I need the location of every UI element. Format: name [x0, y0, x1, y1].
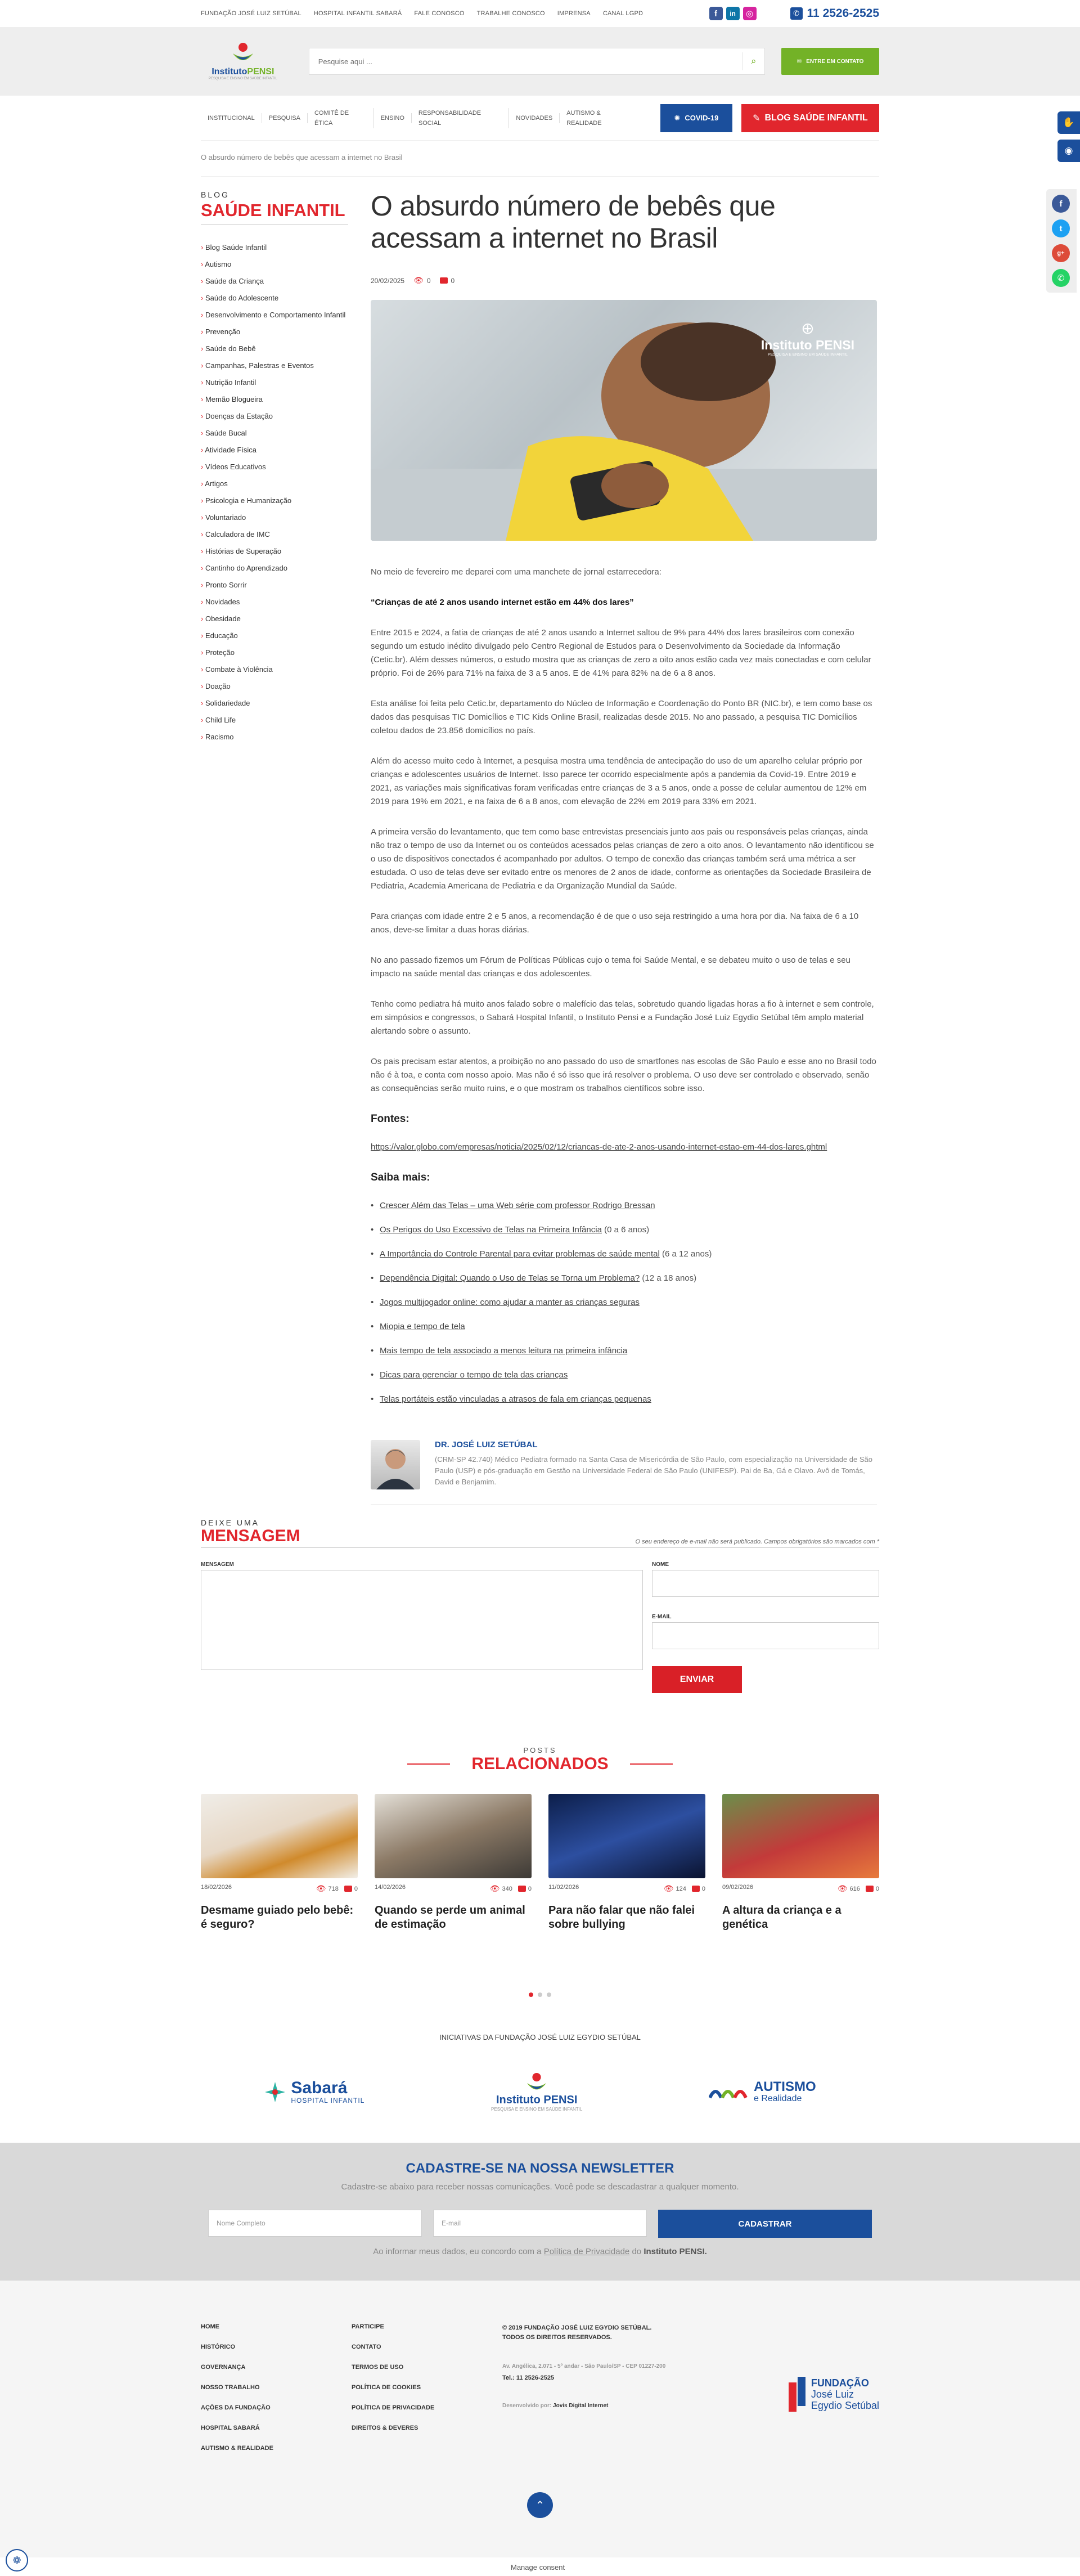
watermark-logo-icon: ⊕: [801, 320, 814, 337]
comment-icon: [692, 1886, 700, 1892]
saiba-mais-link[interactable]: Jogos multijogador online: como ajudar a manter as crianças seguras: [380, 1298, 640, 1307]
nav-item-responsabilidade[interactable]: RESPONSABILIDADE SOCIAL: [412, 108, 510, 128]
related-post-date: 14/02/2026: [375, 1884, 406, 1891]
sidebar: [201, 190, 348, 1505]
sidebar-title: SAÚDE INFANTIL: [201, 200, 345, 220]
sidebar-category-item[interactable]: › Autismo: [201, 259, 348, 269]
footer-link[interactable]: NOSSO TRABALHO: [201, 2384, 260, 2391]
main-nav: [201, 96, 879, 141]
sidebar-category-item[interactable]: › Obesidade: [201, 614, 348, 623]
related-post-card[interactable]: [201, 1794, 358, 1932]
sources-heading: Fontes:: [371, 1113, 410, 1125]
saiba-mais-heading: Saiba mais:: [371, 1172, 430, 1183]
top-link-hospital[interactable]: HOSPITAL INFANTIL SABARÁ: [313, 10, 402, 17]
newsletter-submit-button[interactable]: CADASTRAR: [658, 2210, 872, 2238]
saiba-mais-item: • A Importância do Controle Parental para evitar problemas de saúde mental (6 a 12 anos): [371, 1247, 877, 1261]
nav-item-institucional[interactable]: INSTITUCIONAL: [201, 113, 262, 123]
carousel-dot[interactable]: [538, 1992, 542, 1997]
author-name[interactable]: DR. JOSÉ LUIZ SETÚBAL: [435, 1440, 538, 1449]
sidebar-category-item[interactable]: › Cantinho do Aprendizado: [201, 563, 348, 573]
pensi-logo-icon: [231, 42, 255, 65]
covid-button[interactable]: ✺ COVID-19: [660, 104, 732, 132]
sign-language-icon[interactable]: ✋: [1058, 111, 1080, 134]
sidebar-category-item[interactable]: › Child Life: [201, 715, 348, 725]
nav-item-autismo[interactable]: AUTISMO & REALIDADE: [566, 109, 602, 127]
related-post-card[interactable]: [722, 1794, 879, 1932]
saiba-mais-link[interactable]: Telas portáteis estão vinculadas a atrasos de fala em crianças pequenas: [380, 1394, 651, 1404]
nav-item-ensino[interactable]: ENSINO: [374, 113, 412, 123]
related-post-image[interactable]: [548, 1794, 705, 1878]
sidebar-category-item[interactable]: › Pronto Sorrir: [201, 580, 348, 590]
name-field[interactable]: [652, 1570, 879, 1597]
autismo-logo[interactable]: AUTISMO e Realidade: [709, 2080, 816, 2104]
related-post-card[interactable]: [548, 1794, 705, 1932]
footer-column-2: [352, 2323, 502, 2465]
phone-icon: ✆: [790, 7, 803, 20]
category-list: [201, 243, 348, 742]
saiba-mais-item: [371, 1320, 877, 1334]
hero-watermark: ⊕ Instituto PENSI PESQUISA E ENSINO EM SAÚDE INFANTIL: [760, 320, 854, 357]
top-links: [201, 10, 643, 17]
fundacao-logo[interactable]: FUNDAÇÃO José Luiz Egydio Setúbal: [789, 2323, 879, 2465]
footer-phone: Tel.: 11 2526-2525: [502, 2375, 555, 2381]
sidebar-category-item[interactable]: › Voluntariado: [201, 513, 348, 522]
initiatives-logos: [201, 2064, 879, 2120]
footer-link[interactable]: HISTÓRICO: [201, 2344, 236, 2350]
eye-icon: 👁: [663, 1884, 674, 1893]
sidebar-category-item[interactable]: › Vídeos Educativos: [201, 462, 348, 472]
related-post-image[interactable]: [375, 1794, 532, 1878]
accessibility-eye-icon[interactable]: ◉: [1058, 140, 1080, 162]
saiba-mais-link[interactable]: Os Perigos do Uso Excessivo de Telas na Primeira Infância: [380, 1225, 602, 1235]
send-button[interactable]: ENVIAR: [652, 1666, 742, 1693]
saiba-mais-item: [371, 1368, 877, 1382]
footer-link[interactable]: DIREITOS & DEVERES: [352, 2425, 418, 2431]
blog-icon: ✎: [753, 113, 760, 123]
footer-column-1: [201, 2323, 352, 2465]
related-post-meta: 18/02/2026 👁 718 0: [201, 1884, 358, 1893]
footer: [0, 2281, 1080, 2557]
sidebar-category-item[interactable]: › Campanhas, Palestras e Eventos: [201, 361, 348, 370]
newsletter-email-input[interactable]: E-mail: [433, 2210, 647, 2237]
saiba-mais-item: [371, 1344, 877, 1358]
article-meta: [371, 276, 877, 285]
eye-icon: 👁: [489, 1884, 500, 1893]
related-title: RELACIONADOS: [201, 1754, 879, 1774]
share-googleplus-icon[interactable]: g+: [1052, 244, 1070, 262]
related-post-date: 11/02/2026: [548, 1884, 579, 1891]
footer-link[interactable]: AÇÕES DA FUNDAÇÃO: [201, 2404, 271, 2411]
sidebar-category-item[interactable]: › Novidades: [201, 597, 348, 607]
sidebar-category-item[interactable]: › Calculadora de IMC: [201, 529, 348, 539]
search-icon[interactable]: ⌕: [742, 52, 764, 70]
facebook-icon[interactable]: f: [709, 7, 723, 20]
chevron-up-icon: ⌃: [535, 2499, 545, 2512]
blog-button[interactable]: ✎ BLOG SAÚDE INFANTIL: [741, 104, 879, 132]
search-input[interactable]: [309, 57, 742, 66]
share-facebook-icon[interactable]: f: [1052, 195, 1070, 213]
related-post-image[interactable]: [722, 1794, 879, 1878]
email-field[interactable]: [652, 1622, 879, 1649]
sidebar-category-item[interactable]: › Atividade Física: [201, 445, 348, 455]
sidebar-category-item[interactable]: › Prevenção: [201, 327, 348, 336]
footer-link[interactable]: HOSPITAL SABARÁ: [201, 2425, 260, 2431]
related-post-meta: 14/02/2026 👁 340 0: [375, 1884, 532, 1893]
related-post-image[interactable]: [201, 1794, 358, 1878]
nav-item-novidades[interactable]: NOVIDADES: [509, 113, 560, 123]
manage-consent-bar: [0, 2557, 1080, 2576]
social-links-top: [709, 7, 757, 20]
related-post-date: 09/02/2026: [722, 1884, 754, 1891]
sidebar-category-item[interactable]: › Histórias de Superação: [201, 546, 348, 556]
hero-image: [371, 300, 877, 541]
article-date: 20/02/2025: [371, 276, 405, 285]
top-link-fundacao[interactable]: FUNDAÇÃO JOSÉ LUIZ SETÚBAL: [201, 10, 302, 17]
pensi-logo-icon: [524, 2072, 549, 2094]
saiba-mais-item: [371, 1296, 877, 1309]
footer-link[interactable]: POLÍTICA DE COOKIES: [352, 2384, 421, 2391]
sidebar-category-item[interactable]: › Doação: [201, 681, 348, 691]
related-posts: [201, 1794, 879, 1932]
comment-icon: [518, 1886, 526, 1892]
sidebar-category-item[interactable]: › Racismo: [201, 732, 348, 742]
footer-link[interactable]: HOME: [201, 2323, 219, 2330]
eye-icon: 👁: [413, 276, 424, 285]
virus-icon: ✺: [674, 113, 681, 122]
saiba-mais-link[interactable]: Dicas para gerenciar o tempo de tela das crianças: [380, 1370, 568, 1380]
view-count: 0: [426, 276, 431, 285]
related-post-title[interactable]: Quando se perde um animal de estimação: [375, 1904, 525, 1931]
accessibility-tools: [1058, 111, 1080, 168]
sidebar-category-item[interactable]: › Saúde da Criança: [201, 276, 348, 286]
sidebar-category-item[interactable]: › Psicologia e Humanização: [201, 496, 348, 505]
article-body: No meio de fevereiro me deparei com uma manchete de jornal estarrecedora: “Crianças de até 2 anos usando internet estão em 44% dos lares” Entre 2015 e 2024, a fatia de crianças de até 2 anos usando a Internet saltou de 9% para 44% dos lares brasileiros com conexão segundo um estudo inédito divulgado pelo Centro Regional de Estudos para o Desenvolvimento da Sociedade da Informação (Cetic.br). Além desses números, o estudo mostra que as crianças de zero a oito anos estão cada vez mais conectadas e com celular próprio. Foi de 26% para 71% na faixa de 3 a 5 anos. E de 41% para 82% na de 6 a 8 anos. Esta análise foi feita pelo Cetic.br, departamento do Núcleo de Informação e Coordenação do Ponto BR (NIC.br), e tem como base os dados das pesquisas TIC Domicílios e TIC Kids Online Brasil, realizadas desde 2015. No ano passado, a pesquisa TIC Domicílios coletou dados de 23.856 domicílios no país. Além do acesso muito cedo à Internet, a pesquisa mostra uma tendência de antecipação do uso de um aparelho celular próprio por crianças e adolescentes usuários de Internet. Isso parece ter ocorrido especialmente após a pandemia da Covid-19. Entre 2019 e 2021, as variações mais significativas foram verificadas entre crianças de 3 a 5 anos, onde a posse de celular aumentou de 12% em 2019 para 19% em 2021, e na faixa de 6 a 8 anos, com elevação de 22% em 2019 para 33% em 2021. A primeira versão do levantamento, que tem como base entrevistas presenciais junto aos pais ou responsáveis pelas crianças, ainda não traz o tempo de uso da Internet ou os conteúdos acessados pelas crianças de zero a oito anos. O levantamento não identificou se o uso de dispositivos conectados é acompanhado por adultos. O tempo de conexão das crianças também será uma métrica a ser estudada. O uso de telas deve ser evitado entre os menores de 2 anos de idade, conforme as orientações da Sociedade Brasileira de Pediatria, Academia Americana de Pediatria e da Organização Mundial da Saúde. Para crianças com idade entre 2 e 5 anos, a recomendação é de que o uso seja restringido a uma hora por dia. Na faixa de 6 a 10 anos, deve-se limitar a duas horas diárias. No ano passado fizemos um Fórum de Políticas Públicas cujo o tema foi Saúde Mental, e se debateu muito o uso de telas e seu impacto na saúde mental das crianças e dos adolescentes. Tenho como pediatra há muito anos falado sobre o malefício das telas, sobretudo quando ligadas horas a fio à internet e sem controle, em simpósios e congressos, o Sabará Hospital Infantil, o Instituto Pensi e a Fundação José Luiz Egydio Setúbal têm amplo material alertando sobre o assunto. Os pais precisam estar atentos, a proibição no ano passado do uso de smartfones nas escolas de São Paulo e esse ano no Brasil todo não é à toa, e conta com nosso apoio. Mas não é só isso que irá resolver o problema. O uso deve ser controlado e observado, senão as consequências serão muito ruins, e o que mostram os trabalhos científicos sobre isso. Fontes: https://valor.globo.com/empresas/noticia/2025/02/12/criancas-de-ate-2-anos-usando-internet-estao-em-44-dos-lares.ghtml Saiba mais: • Crescer Além das Telas – uma Web série com professor Rodrigo Bressan • Os Perigos do Uso Excessivo de Telas na Primeira Infância (0 a 6 anos) • A Importância do Controle Parental para evitar problemas de saúde mental (6 a 12 anos) • Dependência Digital: Quando o Uso de Telas se Torna um Problema? (12 a 18 anos) • Jogos multijogador online: como ajudar a manter as crianças seguras • Miopia e tempo de tela • Mais tempo de tela associado a menos leitura na primeira infância • Dicas para gerenciar o tempo de tela das crianças • Telas portáteis estão vinculadas a atrasos de fala em crianças pequenas: [371, 566, 877, 1406]
instagram-icon[interactable]: ◎: [743, 7, 757, 20]
comment-icon: [440, 277, 448, 284]
sidebar-category-item[interactable]: › Blog Saúde Infantil: [201, 243, 348, 252]
saiba-mais-item: • Dependência Digital: Quando o Uso de Telas se Torna um Problema? (12 a 18 anos): [371, 1272, 877, 1285]
sidebar-category-item[interactable]: › Solidariedade: [201, 698, 348, 708]
top-link-imprensa[interactable]: IMPRENSA: [557, 10, 591, 17]
saiba-mais-item: [371, 1199, 877, 1213]
carousel-dots: [201, 1992, 879, 1997]
sidebar-category-item[interactable]: › Doenças da Estação: [201, 411, 348, 421]
related-post-meta: 09/02/2026 👁 616 0: [722, 1884, 879, 1893]
sidebar-category-item[interactable]: › Combate à Violência: [201, 665, 348, 674]
related-post-title[interactable]: Desmame guiado pelo bebê: é seguro?: [201, 1904, 354, 1931]
related-post-title[interactable]: Para não falar que não falei sobre bullying: [548, 1904, 695, 1931]
footer-address: Av. Angélica, 2.071 - 5º andar - São Paulo/SP - CEP 01227-200: [502, 2363, 666, 2369]
sabara-logo[interactable]: Sabará HOSPITAL INFANTIL: [264, 2080, 364, 2104]
sidebar-category-item[interactable]: › Proteção: [201, 648, 348, 657]
manage-consent-button[interactable]: Manage consent: [511, 2563, 565, 2571]
top-bar: [201, 0, 879, 27]
carousel-dot[interactable]: [547, 1992, 551, 1997]
newsletter-note: Ao informar meus dados, eu concordo com a Política de Privacidade do Instituto PENSI.: [373, 2247, 707, 2256]
sidebar-category-item[interactable]: › Saúde do Bebê: [201, 344, 348, 353]
saiba-mais-item: [371, 1393, 877, 1406]
related-post-date: 18/02/2026: [201, 1884, 232, 1891]
back-to-top-button[interactable]: [527, 2492, 553, 2518]
site-logo[interactable]: InstitutoPENSI PESQUISA E ENSINO EM SAÚDE INFANTIL: [201, 42, 285, 80]
saiba-mais-link[interactable]: A Importância do Controle Parental para evitar problemas de saúde mental: [380, 1249, 660, 1259]
related-post-card[interactable]: [375, 1794, 532, 1932]
related-post-meta: 11/02/2026 👁 124 0: [548, 1884, 705, 1893]
comment-note: O seu endereço de e-mail não será publicado. Campos obrigatórios são marcados com *: [635, 1538, 879, 1545]
share-twitter-icon[interactable]: t: [1052, 219, 1070, 237]
comment-count: 0: [451, 276, 455, 285]
footer-link[interactable]: PARTICIPE: [352, 2323, 384, 2330]
message-textarea[interactable]: [201, 1570, 643, 1670]
linkedin-icon[interactable]: in: [726, 7, 740, 20]
footer-info: © 2019 FUNDAÇÃO JOSÉ LUIZ EGYDIO SETÚBAL. TODOS OS DIREITOS RESERVADOS. Av. Angélica, 2.071 - 5º andar - São Paulo/SP - CEP 01227-200 Tel.: 11 2526-2525 Desenvolvido por: Jovis Digital Internet: [502, 2323, 750, 2465]
author-photo-illustration: [371, 1440, 420, 1489]
sidebar-mini-title: BLOG: [201, 190, 230, 199]
share-bar: [1046, 189, 1077, 293]
header: [0, 27, 1080, 96]
sidebar-category-item[interactable]: › Saúde Bucal: [201, 428, 348, 438]
sabara-logo-icon: [264, 2081, 286, 2103]
sidebar-category-item[interactable]: › Memão Blogueira: [201, 394, 348, 404]
sidebar-category-item[interactable]: › Saúde do Adolescente: [201, 293, 348, 303]
sidebar-category-item[interactable]: › Desenvolvimento e Comportamento Infantil: [201, 310, 348, 320]
related-header: POSTS RELACIONADOS: [201, 1746, 879, 1774]
saiba-mais-list: [371, 1199, 877, 1406]
page-title: O absurdo número de bebês que acessam a internet no Brasil: [371, 190, 776, 254]
privacy-policy-link[interactable]: Política de Privacidade: [543, 2247, 630, 2256]
cookie-consent-icon[interactable]: ❁: [6, 2549, 28, 2571]
related-post-title[interactable]: A altura da criança e a genética: [722, 1904, 842, 1931]
comment-header: DEIXE UMA MENSAGEM O seu endereço de e-mail não será publicado. Campos obrigatórios são marcados com *: [201, 1518, 879, 1548]
top-link-lgpd[interactable]: CANAL LGPD: [602, 10, 644, 17]
footer-link[interactable]: GOVERNANÇA: [201, 2364, 246, 2371]
breadcrumb: O absurdo número de bebês que acessam a internet no Brasil: [201, 141, 879, 177]
footer-link[interactable]: POLÍTICA DE PRIVACIDADE: [352, 2404, 435, 2411]
saiba-mais-link[interactable]: Crescer Além das Telas – uma Web série com professor Rodrigo Bressan: [380, 1201, 655, 1210]
top-link-fale-conosco[interactable]: FALE CONOSCO: [414, 10, 465, 17]
autismo-logo-icon: [709, 2081, 748, 2103]
saiba-mais-item: • Os Perigos do Uso Excessivo de Telas na Primeira Infância (0 a 6 anos): [371, 1223, 877, 1237]
footer-link[interactable]: CONTATO: [352, 2344, 381, 2350]
comment-form: MENSAGEM NOME E-MAIL ENVIAR: [201, 1561, 879, 1693]
comment-icon: [344, 1886, 352, 1892]
search-bar: [309, 48, 766, 75]
author-avatar: [371, 1440, 420, 1489]
newsletter-title: CADASTRE-SE NA NOSSA NEWSLETTER: [406, 2161, 674, 2176]
saiba-mais-link[interactable]: Mais tempo de tela associado a menos leitura na primeira infância: [380, 1346, 628, 1356]
newsletter-name-input[interactable]: Nome Completo: [208, 2210, 422, 2237]
author-box: [371, 1440, 877, 1505]
sidebar-category-item[interactable]: › Educação: [201, 631, 348, 640]
footer-developer: Desenvolvido por: Jovis Digital Internet: [502, 2403, 609, 2409]
eye-icon: 👁: [837, 1884, 848, 1893]
sidebar-category-item[interactable]: › Artigos: [201, 479, 348, 488]
comment-icon: [866, 1886, 874, 1892]
sidebar-category-item[interactable]: › Nutrição Infantil: [201, 378, 348, 387]
carousel-dot[interactable]: [529, 1992, 533, 1997]
nav-item-comite[interactable]: COMITÊ DE ÉTICA: [308, 108, 374, 128]
phone-number[interactable]: ✆ 11 2526-2525: [790, 7, 879, 20]
fundacao-logo-icon: [789, 2377, 807, 2412]
initiatives-label: INICIATIVAS DA FUNDAÇÃO JOSÉ LUIZ EGYDIO SETÚBAL: [439, 2033, 641, 2041]
eye-icon: 👁: [316, 1884, 326, 1893]
author-bio: (CRM-SP 42.740) Médico Pediatra formado na Santa Casa de Misericórdia de São Paulo, com especialização na Universidade de São Paulo (USP) e pós-graduação em Gestão na Universidade Federal de São Paulo (UNIFESP). Pai de Ba, Gá e Olavo. Avô de Tomás, David e Benjamim.: [435, 1455, 873, 1486]
newsletter: CADASTRE-SE NA NOSSA NEWSLETTER Cadastre-se abaixo para receber nossas comunicações. Você pode se descadastrar a qualquer momento. Nome Completo E-mail CADASTRAR Ao informar meus dados, eu concordo com a Política de Privacidade do Instituto PENSI.: [0, 2143, 1080, 2281]
footer-link[interactable]: TERMOS DE USO: [352, 2364, 404, 2371]
envelope-icon: ✉: [796, 58, 802, 65]
saiba-mais-link[interactable]: Miopia e tempo de tela: [380, 1322, 465, 1331]
saiba-mais-link[interactable]: Dependência Digital: Quando o Uso de Telas se Torna um Problema?: [380, 1273, 640, 1283]
top-link-trabalhe[interactable]: TRABALHE CONOSCO: [476, 10, 545, 17]
article: [371, 190, 877, 1505]
comment-title: MENSAGEM: [201, 1527, 300, 1545]
nav-item-pesquisa[interactable]: PESQUISA: [262, 113, 308, 123]
source-link[interactable]: https://valor.globo.com/empresas/noticia/2025/02/12/criancas-de-ate-2-anos-usando-internet-estao-em-44-dos-lares.ghtml: [371, 1142, 827, 1152]
contact-button[interactable]: ✉ ENTRE EM CONTATO: [781, 48, 879, 75]
pensi-footer-logo[interactable]: Instituto PENSI PESQUISA E ENSINO EM SAÚDE INFANTIL: [491, 2072, 582, 2112]
share-whatsapp-icon[interactable]: ✆: [1052, 269, 1070, 287]
footer-link[interactable]: AUTISMO & REALIDADE: [201, 2445, 273, 2452]
